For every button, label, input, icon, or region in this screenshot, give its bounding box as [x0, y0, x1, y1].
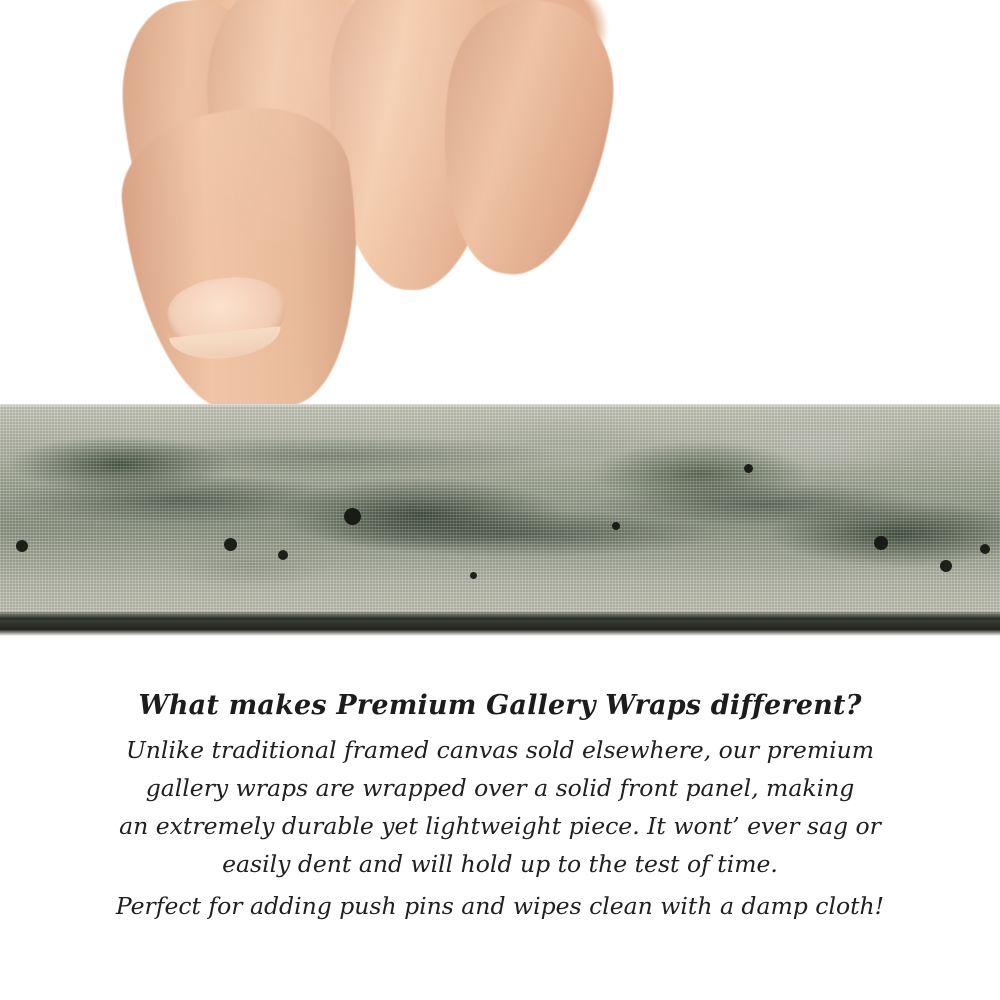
caption-block — [0, 690, 1000, 925]
caption-line-4: easily dent and will hold up to the test of time. — [222, 850, 778, 878]
canvas-weave-texture — [0, 404, 1000, 626]
caption-headline: What makes Premium Gallery Wraps different? — [138, 690, 862, 721]
canvas-under-edge — [0, 620, 1000, 636]
caption-line-1: Unlike traditional framed canvas sold elsewhere, our premium — [125, 736, 875, 764]
canvas-speck — [344, 508, 361, 525]
canvas-speck — [16, 540, 28, 552]
canvas-speck — [278, 550, 288, 560]
caption-line-3: an extremely durable yet lightweight piece. It wont’ ever sag or — [119, 812, 881, 840]
caption-line-2: gallery wraps are wrapped over a solid front panel, making — [145, 774, 855, 802]
canvas-speck — [874, 536, 888, 550]
canvas-edge-strip — [0, 404, 1000, 626]
canvas-speck — [940, 560, 952, 572]
canvas-top-highlight — [0, 404, 1000, 407]
caption-closing-line: Perfect for adding push pins and wipes clean with a damp cloth! — [115, 892, 885, 920]
canvas-speck — [744, 464, 753, 473]
human-hand — [90, 0, 610, 430]
canvas-speck — [224, 538, 237, 551]
canvas-paint-mottling — [0, 404, 1000, 626]
canvas-speck — [470, 572, 477, 579]
thumb — [113, 97, 378, 423]
canvas-speck — [980, 544, 990, 554]
canvas-speck — [612, 522, 620, 530]
